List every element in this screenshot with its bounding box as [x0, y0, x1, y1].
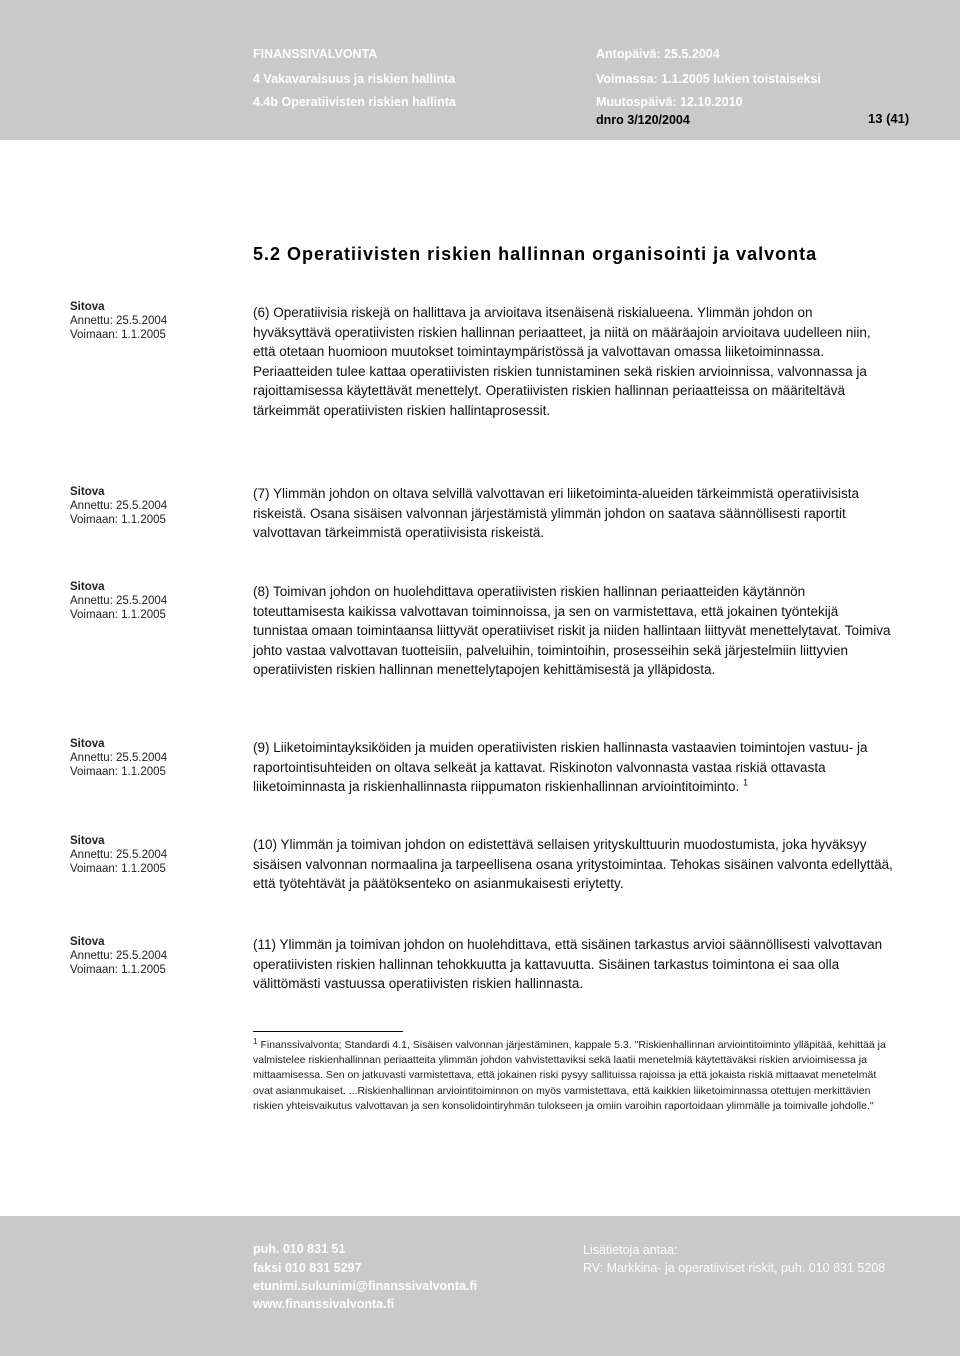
header-chapter: 4 Vakavaraisuus ja riskien hallinta — [253, 72, 456, 86]
footnote-number: 1 — [253, 1036, 258, 1046]
page-header — [0, 0, 960, 140]
page-number: 13 (41) — [868, 111, 910, 126]
section-title: 5.2 Operatiivisten riskien hallinnan organisointi ja valvonta — [253, 244, 818, 264]
page-footer — [0, 1216, 960, 1356]
footnote — [253, 1038, 893, 1114]
margin-note — [70, 300, 167, 342]
margin-note — [70, 580, 167, 622]
margin-status: Sitova — [70, 486, 105, 498]
header-org: FINANSSIVALVONTA — [253, 47, 378, 61]
header-modified: Muutospäivä: 12.10.2010 — [596, 95, 743, 109]
margin-status: Sitova — [70, 581, 105, 593]
paragraph-9-text: (9) Liiketoimintayksiköiden ja muiden operatiivisten riskien hallinnasta vastaavien toimintojen vastuu- ja raportointisuhteiden on oltava selkeät ja kattavat. Riskinoton valvonnasta vastaa riskiä ottavasta liiketoiminnasta ja riskienhallinnasta riippumaton riskienhallinnan arviointitoiminto. — [253, 740, 868, 794]
margin-voimaan: Voimaan: 1.1.2005 — [70, 964, 166, 976]
margin-note — [70, 737, 167, 779]
paragraph-11: (11) Ylimmän ja toimivan johdon on huolehdittava, että sisäinen tarkastus arvioi säännöllisesti valvottavan operatiivisten riskien hallinnan tehokkuutta ja kattavuutta. Sisäinen tarkastus toimintona ei saa olla välittömästi vastuussa operatiivisten riskien hallinnasta. — [253, 937, 883, 991]
paragraph-10: (10) Ylimmän ja toimivan johdon on edistettävä sellaisen yrityskulttuurin muodostumista, joka hyväksyy sisäisen valvonnan normaalina ja tarpeellisena osana yritystoimintaa. Tehokas sisäinen valvonta edellyttää, että työtehtävät ja päätöksenteko on asianmukaisesti eriytetty. — [253, 837, 893, 891]
margin-status: Sitova — [70, 301, 105, 313]
paragraph-8 — [253, 582, 893, 680]
margin-note — [70, 485, 167, 527]
paragraph-8-text: (8) Toimivan johdon on huolehdittava operatiivisten riskien hallinnan periaatteiden käytännön toteuttamisesta kaikissa valvottavan toiminnoissa, ja sen on varmistettava, että jokainen työntekijä tunnistaa omaan toimintaansa liittyvät operatiiviset riskit ja niiden hallintaan liittyvät menettelytavat. Toimiva johto vastaa valvottavan tuotteisiin, palveluihin, toimintoihin, prosesseihin sekä järjestelmiin liittyvien operatiivisten riskien hallinnan menettelytapojen kehittämisestä ja ylläpidosta. — [253, 584, 891, 677]
margin-annettu: Annettu: 25.5.2004 — [70, 950, 168, 962]
margin-voimaan: Voimaan: 1.1.2005 — [70, 329, 166, 341]
margin-annettu: Annettu: 25.5.2004 — [70, 752, 168, 764]
margin-voimaan: Voimaan: 1.1.2005 — [70, 514, 166, 526]
header-issued: Antopäivä: 25.5.2004 — [596, 47, 720, 61]
footer-email[interactable]: etunimi.sukunimi@finanssivalvonta.fi — [253, 1279, 478, 1293]
footnote-text: Finanssivalvonta; Standardi 4.1, Sisäisen valvonnan järjestäminen, kappale 5.3. "Riskienhallinnan arviointitoiminto ylläpitää, kehittää ja valmistelee riskienhallinnan periaatteita ylimmän johdon vahvistettaviksi sekä laatii menetelmiä käytettäväksi riskien arvioimisessa ja mittaamisessa. Sen on jatkuvasti varmistettava, että jokainen riski pysyy sallituissa rajoissa ja että jokaista riskiä mittaavat menetelmät ovat asianmukaiset. ...Riskienhallinnan arviointitoiminnon on myös varmistettava, että kaikkien liiketoiminnassa otettujen merkittävien riskien yhteisvaikutus valvottavan ja sen konsolidointiryhmän tulokseen ja omiin varoihin raportoidaan ylimmälle ja toimivalle johdolle." — [253, 1039, 886, 1112]
footnote-ref[interactable]: 1 — [743, 777, 749, 788]
margin-voimaan: Voimaan: 1.1.2005 — [70, 609, 166, 621]
margin-annettu: Annettu: 25.5.2004 — [70, 595, 168, 607]
footer-info-contact: RV: Markkina- ja operatiiviset riskit, puh. 010 831 5208 — [583, 1261, 886, 1275]
footer-phone: puh. 010 831 51 — [253, 1242, 346, 1256]
margin-annettu: Annettu: 25.5.2004 — [70, 500, 168, 512]
footer-fax: faksi 010 831 5297 — [253, 1261, 362, 1275]
footnote-divider — [253, 1031, 403, 1032]
margin-status: Sitova — [70, 738, 105, 750]
margin-voimaan: Voimaan: 1.1.2005 — [70, 863, 166, 875]
header-valid: Voimassa: 1.1.2005 lukien toistaiseksi — [596, 72, 821, 86]
margin-annettu: Annettu: 25.5.2004 — [70, 849, 168, 861]
paragraph-9 — [253, 738, 893, 797]
paragraph-7: (7) Ylimmän johdon on oltava selvillä valvottavan eri liiketoiminta-alueiden tärkeimmistä operatiivisista riskeistä. Osana sisäisen valvonnan järjestämistä ylimmän johdon on saatava säännöllisesti raportit valvottavan tärkeimmistä operatiivisista riskeistä. — [253, 486, 860, 540]
margin-annettu: Annettu: 25.5.2004 — [70, 315, 168, 327]
margin-status: Sitova — [70, 835, 105, 847]
footer-website[interactable]: www.finanssivalvonta.fi — [253, 1297, 395, 1311]
footer-info-label: Lisätietoja antaa: — [583, 1243, 678, 1257]
margin-voimaan: Voimaan: 1.1.2005 — [70, 766, 166, 778]
header-dnro: dnro 3/120/2004 — [596, 113, 690, 127]
margin-note — [70, 834, 167, 876]
margin-status: Sitova — [70, 936, 105, 948]
margin-note — [70, 935, 167, 977]
header-subchapter: 4.4b Operatiivisten riskien hallinta — [253, 95, 456, 109]
paragraph-6: (6) Operatiivisia riskejä on hallittava ja arvioitava itsenäisenä riskialueena. Ylimmän johdon on hyväksyttävä operatiivisten riskien hallinnan periaatteet, ja niitä on määräajoin arvioitava uudelleen niin, että otetaan huomioon muutokset toimintaympäristössä ja valvottavan omassa liiketoiminnassa. Periaatteiden tulee kattaa operatiivisten riskien tunnistaminen sekä riskien arvioinnissa, valvonnassa ja rajoittamisessa käytettävät menettelyt. Operatiivisten riskien hallinnan periaatteissa on määriteltävä tärkeimmät operatiivisten riskien hallintaprosessit. — [253, 305, 871, 418]
